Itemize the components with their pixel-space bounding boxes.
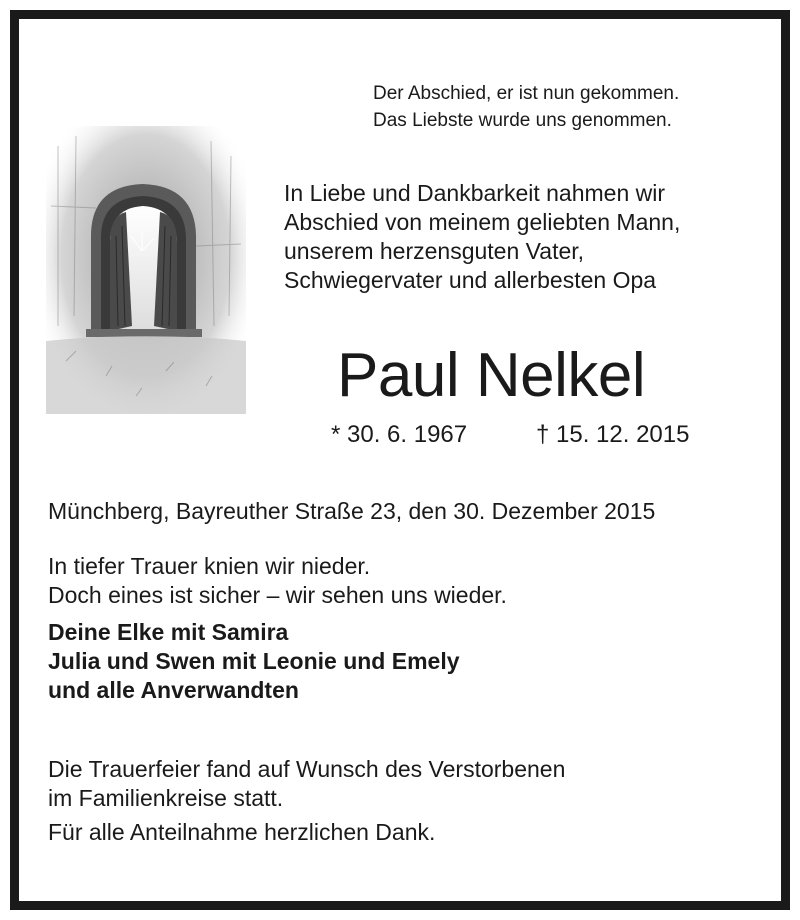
intro-line-4: Schwiegervater und allerbesten Opa <box>284 267 657 293</box>
obituary-content <box>19 19 781 901</box>
mourning-verse-line-2: Doch eines ist sicher – wir sehen uns wieder. <box>48 582 507 608</box>
obituary-frame <box>10 10 790 910</box>
archway-door-image <box>46 126 246 414</box>
intro-line-2: Abschied von meinem geliebten Mann, <box>284 209 681 235</box>
funeral-note-line-2: im Familienkreise statt. <box>48 785 284 811</box>
funeral-note-line-1: Die Trauerfeier fand auf Wunsch des Verstorbenen <box>48 756 566 782</box>
birth-date: * 30. 6. 1967 <box>331 421 468 448</box>
death-date: † 15. 12. 2015 <box>536 421 690 448</box>
mourners-line-1: Deine Elke mit Samira <box>48 619 289 645</box>
deceased-name: Paul Nelkel <box>337 341 646 410</box>
mourners-line-3: und alle Anverwandten <box>48 677 299 703</box>
intro-line-1: In Liebe und Dankbarkeit nahmen wir <box>284 180 666 206</box>
location-date: Münchberg, Bayreuther Straße 23, den 30. Dezember 2015 <box>48 498 656 524</box>
mourning-verse-line-1: In tiefer Trauer knien wir nieder. <box>48 553 371 579</box>
thanks-line: Für alle Anteilnahme herzlichen Dank. <box>48 819 436 845</box>
verse-line-2: Das Liebste wurde uns genommen. <box>373 110 672 131</box>
mourners-line-2: Julia und Swen mit Leonie und Emely <box>48 648 460 674</box>
intro-line-3: unserem herzensguten Vater, <box>284 238 585 264</box>
verse-line-1: Der Abschied, er ist nun gekommen. <box>373 83 680 104</box>
